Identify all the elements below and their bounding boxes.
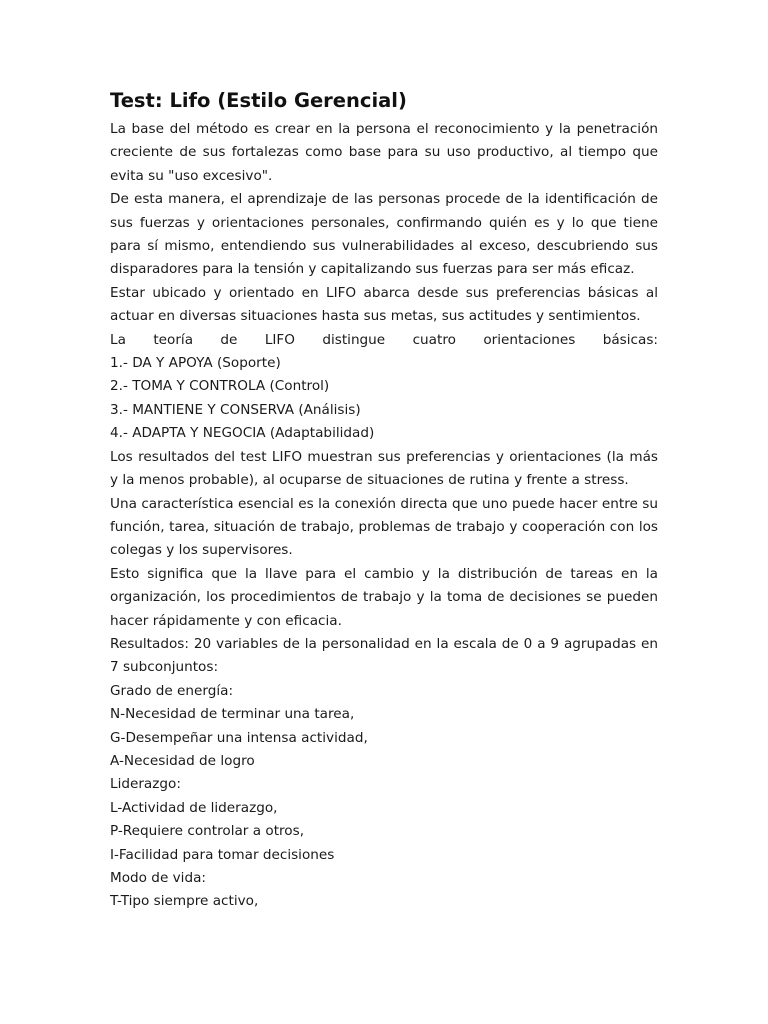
paragraph-key-to-change: Esto significa que la llave para el cambio y la distribución de tareas en la organización, los procedimientos de trabajo y la toma de decisiones se pueden hacer rápidamente y con eficacia. [110,565,658,629]
paragraph-theory: La teoría de LIFO distingue cuatro orientaciones básicas: [110,331,658,348]
orientation-item-control: 2.- TOMA Y CONTROLA (Control) [110,378,330,395]
results-heading-energy: Grado de energía: [110,682,234,699]
results-heading-lifestyle: Modo de vida: [110,870,206,886]
results-item-p: P-Requiere controlar a otros, [110,823,305,840]
results-item-i: I-Facilidad para tomar decisiones [110,846,335,863]
paragraph-results-variables: Resultados: 20 variables de la personalidad en la escala de 0 a 9 agrupadas en 7 subconjuntos: [110,635,658,676]
results-item-a: A-Necesidad de logro [110,752,255,769]
paragraph-results-lifo: Los resultados del test LIFO muestran sus preferencias y orientaciones (la más y la menos probable), al ocuparse de situaciones de rutina y frente a stress. [110,448,658,489]
orientation-item-analysis: 3.- MANTIENE Y CONSERVA (Análisis) [110,401,361,418]
paragraph-orientation: Estar ubicado y orientado en LIFO abarca desde sus preferencias básicas al actuar en diversas situaciones hasta sus metas, sus actitudes y sentimientos. [110,284,658,325]
document-body [110,86,658,914]
results-item-l: L-Actividad de liderazgo, [110,799,278,816]
results-item-g: G-Desempeñar una intensa actividad, [110,729,368,746]
orientation-item-adaptability: 4.- ADAPTA Y NEGOCIA (Adaptabilidad) [110,425,375,442]
paragraph-learning: De esta manera, el aprendizaje de las personas procede de la identificación de sus fuerzas y orientaciones personales, confirmando quién es y lo que tiene para sí mismo, entendiendo sus vulnerabilidades al exceso, descubriendo sus disparadores para la tensión y capitalizando sus fuerzas para ser más eficaz. [110,191,658,278]
results-heading-leadership: Liderazgo: [110,776,181,793]
paragraph-method-base: La base del método es crear en la persona el reconocimiento y la penetración creciente de sus fortalezas como base para su uso productivo, al tiempo que evita su "uso excesivo". [110,121,658,184]
results-item-t: T-Tipo siempre activo, [110,893,259,910]
document-title: Test: Lifo (Estilo Gerencial) [110,89,407,112]
orientation-item-support: 1.- DA Y APOYA (Soporte) [110,355,281,372]
results-item-n: N-Necesidad de terminar una tarea, [110,706,355,723]
paragraph-essential-feature: Una característica esencial es la conexión directa que uno puede hacer entre su función, tarea, situación de trabajo, problemas de trabajo y cooperación con los colegas y los supervisores. [110,495,658,559]
